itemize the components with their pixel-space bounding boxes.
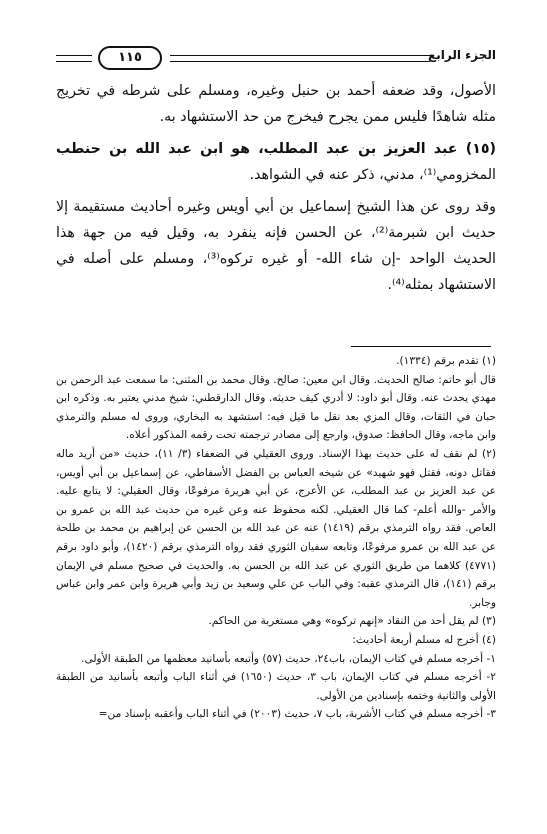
footnote-separator (351, 346, 491, 347)
footnote-1: (١) تقدم برقم (١٣٣٤). (396, 355, 496, 367)
header-rule-left (56, 55, 92, 62)
footnotes (56, 352, 496, 724)
footnote-4: (٤) أخرج له مسلم أربعة أحاديث: (352, 633, 496, 646)
header-rule-right (170, 55, 430, 62)
paragraph-2 (56, 136, 496, 188)
entry-text: المخزومي⁽¹⁾، مدني، ذكر عنه في الشواهد. (249, 167, 496, 183)
footnote-4-item-2: ٢- أخرجه مسلم في كتاب الإيمان، باب ٣، حديث (١٦٥٠) في أثناء الباب وأتبعه بأسانيد من الطبقة الأولى والثانية وختمه بإسنادين من الأولى. (56, 671, 496, 702)
paragraph-1: الأصول، وقد ضعفه أحمد بن حنبل وغيره، ومسلم على شرطه في تخريج مثله شاهدًا فليس ممن يجرح فيخرج من حد الاستشهاد به. (56, 83, 496, 125)
main-text (56, 78, 496, 298)
footnote-3: (٣) لم يقل أحد من النقاد «إنهم تركوه» وهي مستغربة من الحاكم. (208, 615, 496, 628)
footnote-4-item-3: ٣- أخرجه مسلم في كتاب الأشربة، باب ٧، حديث (٢٠٠٣) في أثناء الباب وأعقبه بإسناد من= (98, 708, 496, 721)
footnote-2: (٢) لم نقف له على حديث بهذا الإسناد. وروى العقيلي في الضعفاء (٣/ ١١)، حديث «من أريد ماله فقاتل دونه، فقتل فهو شهيد» عن شيخه العباس بن الفضل الأسفاطي، عن إسماعيل بن أبي أويس، عن عبد العزيز بن عبد المطلب، عن الأعرج، عن أبي هريرة مرفوعًا، وقال العقيلي: لا يتابع عليه. والأمر -والله أعلم- كما قال العقيلي. لكنه محفوظ عنه وعن غيره من حديث عبد الله بن عمرو بن العاص. فقد رواه الترمذي برقم (١٤١٩) عنه عن عبد الله بن الحسن عن إبراهيم بن محمد بن طلحة عن عبد الله بن عمرو مرفوعًا، وتابعه سفيان الثوري فقد رواه الترمذي برقم (١٤٢٠)، وأبو داود برقم (٤٧٧١) كلاهما من طريق الثوري عن عبد الله بن الحسن به. والحديث في صحيح مسلم في الإيمان برقم (١٤١)، قال الترمذي عقبه: وفي الباب عن علي وسعيد بن زيد وأبي هريرة وابن عمر وابن عباس وجابر. (56, 447, 496, 609)
entry-heading: (١٥) عبد العزيز بن عبد المطلب، هو ابن عبد الله بن حنطب (56, 141, 496, 157)
page-number: ١١٥ (98, 46, 162, 70)
footnote-1-body: قال أبو حاتم: صالح الحديث. وقال ابن معين: صالح. وقال محمد بن المثنى: ما سمعت عبد الرحمن بن مهدي يحدث عنه. وقال أبو داود: لا أدري كيف حديثه. وقال الدارقطني: شيخ مدني يعتبر به. وذكره ابن حبان في الثقات، وقال المزي بعد نقل ما قيل فيه: استشهد به البخاري، وروى له مسلم والترمذي وابن ماجه، وقال الحافظ: صدوق، وارجع إلى مصادر ترجمته تحت رقمه المذكور أعلاه. (56, 373, 496, 442)
page-header (56, 44, 496, 70)
footnote-4-item-1: ١- أخرجه مسلم في كتاب الإيمان، باب٢٤، حديث (٥٧) وأتبعه بأسانيد معظمها من الطبقة الأولى. (81, 652, 496, 665)
running-title: الجزء الرابع (428, 48, 496, 62)
paragraph-3: وقد روى عن هذا الشيخ إسماعيل بن أبي أويس وغيره أحاديث مستقيمة إلا حديث ابن شبرمة⁽²⁾، عن الحسن فإنه ينفرد به، وقيل فيه من جهة هذا الحديث الواحد -إن شاء الله- أو غيره تركوه⁽³⁾، ومسلم على أصله في الاستشهاد بمثله⁽⁴⁾. (56, 199, 497, 293)
